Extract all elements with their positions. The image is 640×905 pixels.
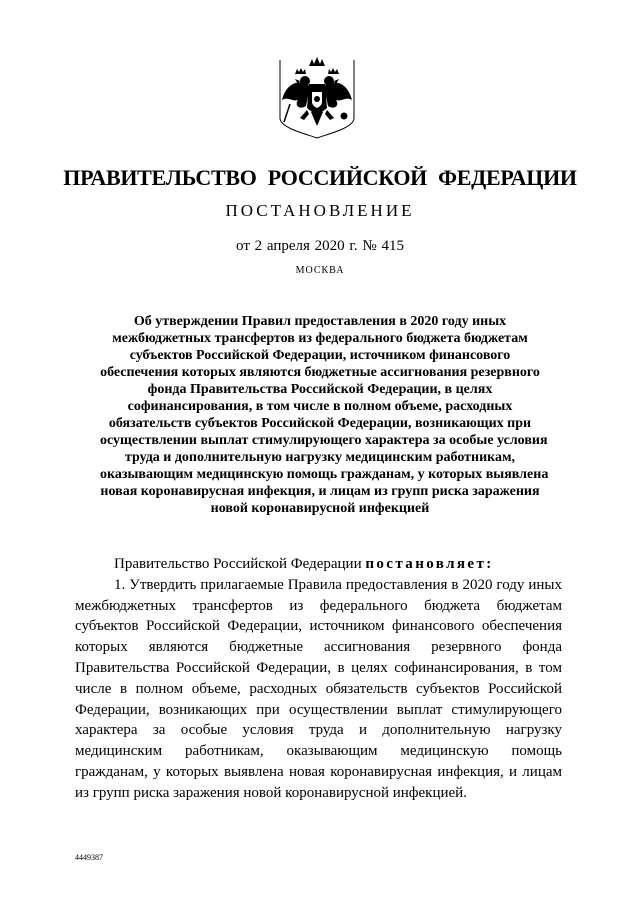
document-city: МОСКВА [295,265,345,276]
document-date-number: от 2 апреля 2020 г. № 415 [236,238,404,254]
document-type: ПОСТАНОВЛЕНИЕ [225,201,415,220]
heading-line: оказывающим медицинскую помощь гражданам, у которых выявлена [100,467,549,482]
heading-line: осуществлении выплат стимулирующего характера за особые условия [100,433,548,448]
intro-paragraph [75,554,562,575]
heading-line: фонда Правительства Российской Федерации, в целях [147,382,493,397]
heading-line: обязательств субъектов Российской Федерации, возникающих при [108,416,532,431]
document-code: 4449387 [75,853,103,862]
government-title: ПРАВИТЕЛЬСТВО РОССИЙСКОЙ ФЕДЕРАЦИИ [63,165,577,190]
heading-line: субъектов Российской Федерации, источником финансового [129,348,511,363]
document-heading [100,313,549,517]
clause-1: 1. Утвердить прилагаемые Правила предоставления в 2020 году иных межбюджетных трансфертов из федерального бюджета бюджетам субъектов Российской Федерации, источником финансового обеспечения которых являются бюджетные ассигнования резервного фонда Правительства Российской Федерации, в целях софинансирования, в том числе в полном объеме, расходных обязательств субъектов Российской Федерации, возникающих при осуществлении выплат стимулирующего характера за особые условия труда и дополнительную нагрузку медицинским работникам, оказывающим медицинскую помощь гражданам, у которых выявлена новая коронавирусная инфекция, и лицам из групп риска заражения новой коронавирусной инфекцией. [75,576,562,801]
intro-action: постановляет: [365,556,494,572]
coat-of-arms-icon [276,56,358,140]
heading-line: новой коронавирусной инфекцией [210,501,430,516]
heading-line: Об утверждении Правил предоставления в 2020 году иных [133,314,507,329]
intro-prefix: Правительство Российской Федерации [114,556,366,572]
heading-line: софинансирования, в том числе в полном объеме, расходных [127,399,513,414]
document-body [75,554,562,804]
heading-line: обеспечения которых являются бюджетные ассигнования резервного [100,365,540,380]
heading-line: межбюджетных трансфертов из федерального бюджета бюджетам [112,331,528,346]
heading-line: труда и дополнительную нагрузку медицинским работникам, [124,450,516,465]
heading-line: новая коронавирусная инфекция, и лицам из групп риска заражения [100,484,540,499]
